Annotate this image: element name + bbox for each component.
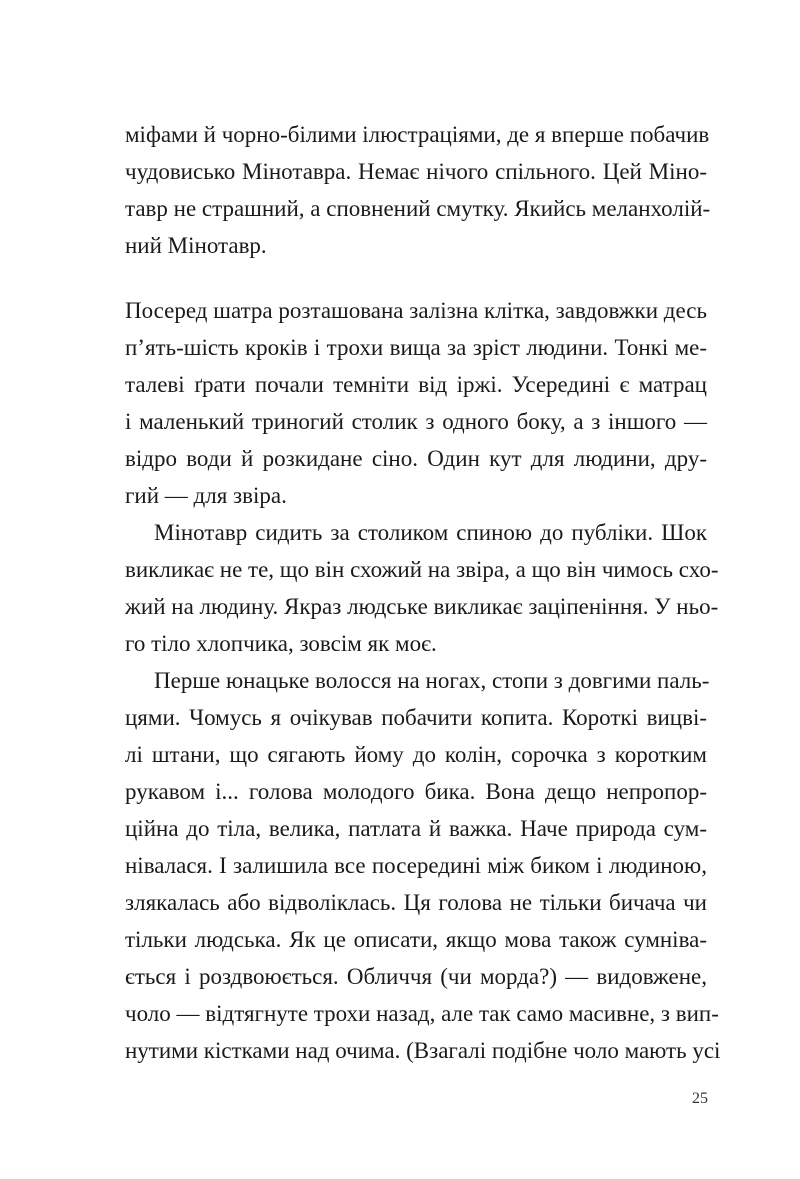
text-line: гий — для звіра. (125, 483, 287, 508)
text-line: цями. Чомусь я очікував побачити копита. Короткі вицві- (125, 705, 707, 730)
text-line: нутими кістками над очима. (Взагалі подібне чоло мають усі (125, 1038, 721, 1063)
text-line: міфами й чорно-білими ілюстраціями, де я вперше побачив (125, 122, 710, 147)
text-line: Мінотавр сидить за столиком спиною до публіки. Шок (154, 520, 707, 545)
paragraph-minotaur (125, 514, 719, 662)
page-number: 25 (692, 1090, 708, 1107)
text-line: Посеред шатра розташована залізна клітка, завдовжки десь (125, 298, 707, 323)
paragraph-description (125, 662, 721, 1069)
text-line: го тіло хлопчика, зовсім як моє. (125, 631, 437, 656)
text-line: відро води й розкидане сіно. Один кут для людини, дру- (125, 446, 707, 471)
text-line: і маленький триногий столик з одного боку, а з іншого — (125, 409, 707, 434)
text-line: чудовисько Мінотавра. Немає нічого спільного. Цей Міно- (125, 159, 707, 184)
paragraph-cage (125, 292, 707, 514)
text-line: п’ять-шість кроків і трохи вища за зріст людини. Тонкі ме- (125, 335, 707, 360)
text-line: лі штани, що сягають йому до колін, сорочка з коротким (125, 742, 707, 767)
text-line: викликає не те, що він схожий на звіра, а що він чимось схо- (125, 557, 719, 582)
text-line: ційна до тіла, велика, патлата й важка. Наче природа сум- (125, 816, 707, 841)
text-line: рукавом і... голова молодого бика. Вона дещо непропор- (125, 779, 707, 804)
text-line: тільки людська. Як це описати, якщо мова також сумніва- (125, 927, 707, 952)
text-line: чоло — відтягнуте трохи назад, але так само масивне, з вип- (125, 1001, 719, 1026)
text-line: нівалася. І залишила все посередині між биком і людиною, (125, 853, 707, 878)
text-line: талеві ґрати почали темніти від іржі. Усередині є матрац (125, 372, 707, 397)
text-line: ний Мінотавр. (125, 233, 267, 258)
section-body (125, 292, 721, 1069)
text-line: злякалась або відволіклась. Ця голова не тільки бичача чи (125, 890, 707, 915)
paragraph-continuation (125, 116, 711, 264)
text-line: Перше юнацьке волосся на ногах, стопи з довгими паль- (154, 668, 710, 693)
text-line: тавр не страшний, а сповнений смутку. Якийсь меланхолій- (125, 196, 711, 221)
text-line: жий на людину. Якраз людське викликає заціпеніння. У ньо- (125, 594, 719, 619)
text-line: ється і роздвоюється. Обличчя (чи морда?) — видовжене, (125, 964, 707, 989)
